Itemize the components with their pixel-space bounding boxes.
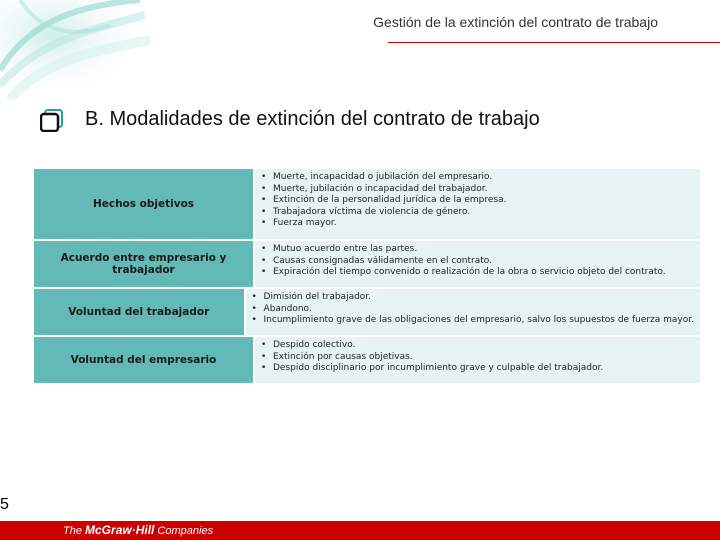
row-items <box>246 289 700 335</box>
list-item: • Mutuo acuerdo entre las partes. <box>259 244 694 256</box>
header-divider <box>388 42 720 43</box>
decorative-swirl-graphic <box>0 0 150 100</box>
list-item: • Extinción por causas objetivas. <box>259 352 694 364</box>
square-bullet-icon <box>40 108 64 132</box>
row-category: Voluntad del trabajador <box>34 289 246 335</box>
page-header-title: Gestión de la extinción del contrato de trabajo <box>373 14 658 30</box>
row-category: Voluntad del empresario <box>34 337 255 383</box>
modalities-table <box>34 169 700 383</box>
list-item: • Expiración del tiempo convenido o realización de la obra o servicio objeto del contrato. <box>259 267 694 279</box>
publisher-logo <box>63 523 213 537</box>
list-item: • Despido disciplinario por incumplimiento grave y culpable del trabajador. <box>259 363 694 375</box>
page-number: 5 <box>0 496 9 513</box>
logo-prefix: The <box>63 525 86 537</box>
row-category: Acuerdo entre empresario y trabajador <box>34 241 255 287</box>
list-item: • Despido colectivo. <box>259 340 694 352</box>
row-items <box>255 241 700 287</box>
list-item: • Trabajadora víctima de violencia de género. <box>259 207 694 219</box>
table-row <box>34 169 700 239</box>
row-items <box>255 337 700 383</box>
row-category: Hechos objetivos <box>34 169 255 239</box>
list-item: • Muerte, incapacidad o jubilación del empresario. <box>259 172 694 184</box>
list-item: • Fuerza mayor. <box>259 218 694 230</box>
table-row <box>34 335 700 383</box>
table-row <box>34 287 700 335</box>
list-item: • Muerte, jubilación o incapacidad del trabajador. <box>259 184 694 196</box>
logo-suffix: Companies <box>154 525 214 537</box>
list-item: • Dimisión del trabajador. <box>250 292 694 304</box>
list-item: • Extinción de la personalidad jurídica de la empresa. <box>259 195 694 207</box>
list-item: • Causas consignadas válidamente en el contrato. <box>259 256 694 268</box>
logo-brand: McGraw·Hill <box>85 523 155 537</box>
row-items <box>255 169 700 239</box>
section-title: B. Modalidades de extinción del contrato de trabajo <box>85 108 540 130</box>
list-item: • Abandono. <box>250 304 694 316</box>
list-item: • Incumplimiento grave de las obligaciones del empresario, salvo los supuestos de fuerza mayor. <box>250 315 694 327</box>
table-row <box>34 239 700 287</box>
